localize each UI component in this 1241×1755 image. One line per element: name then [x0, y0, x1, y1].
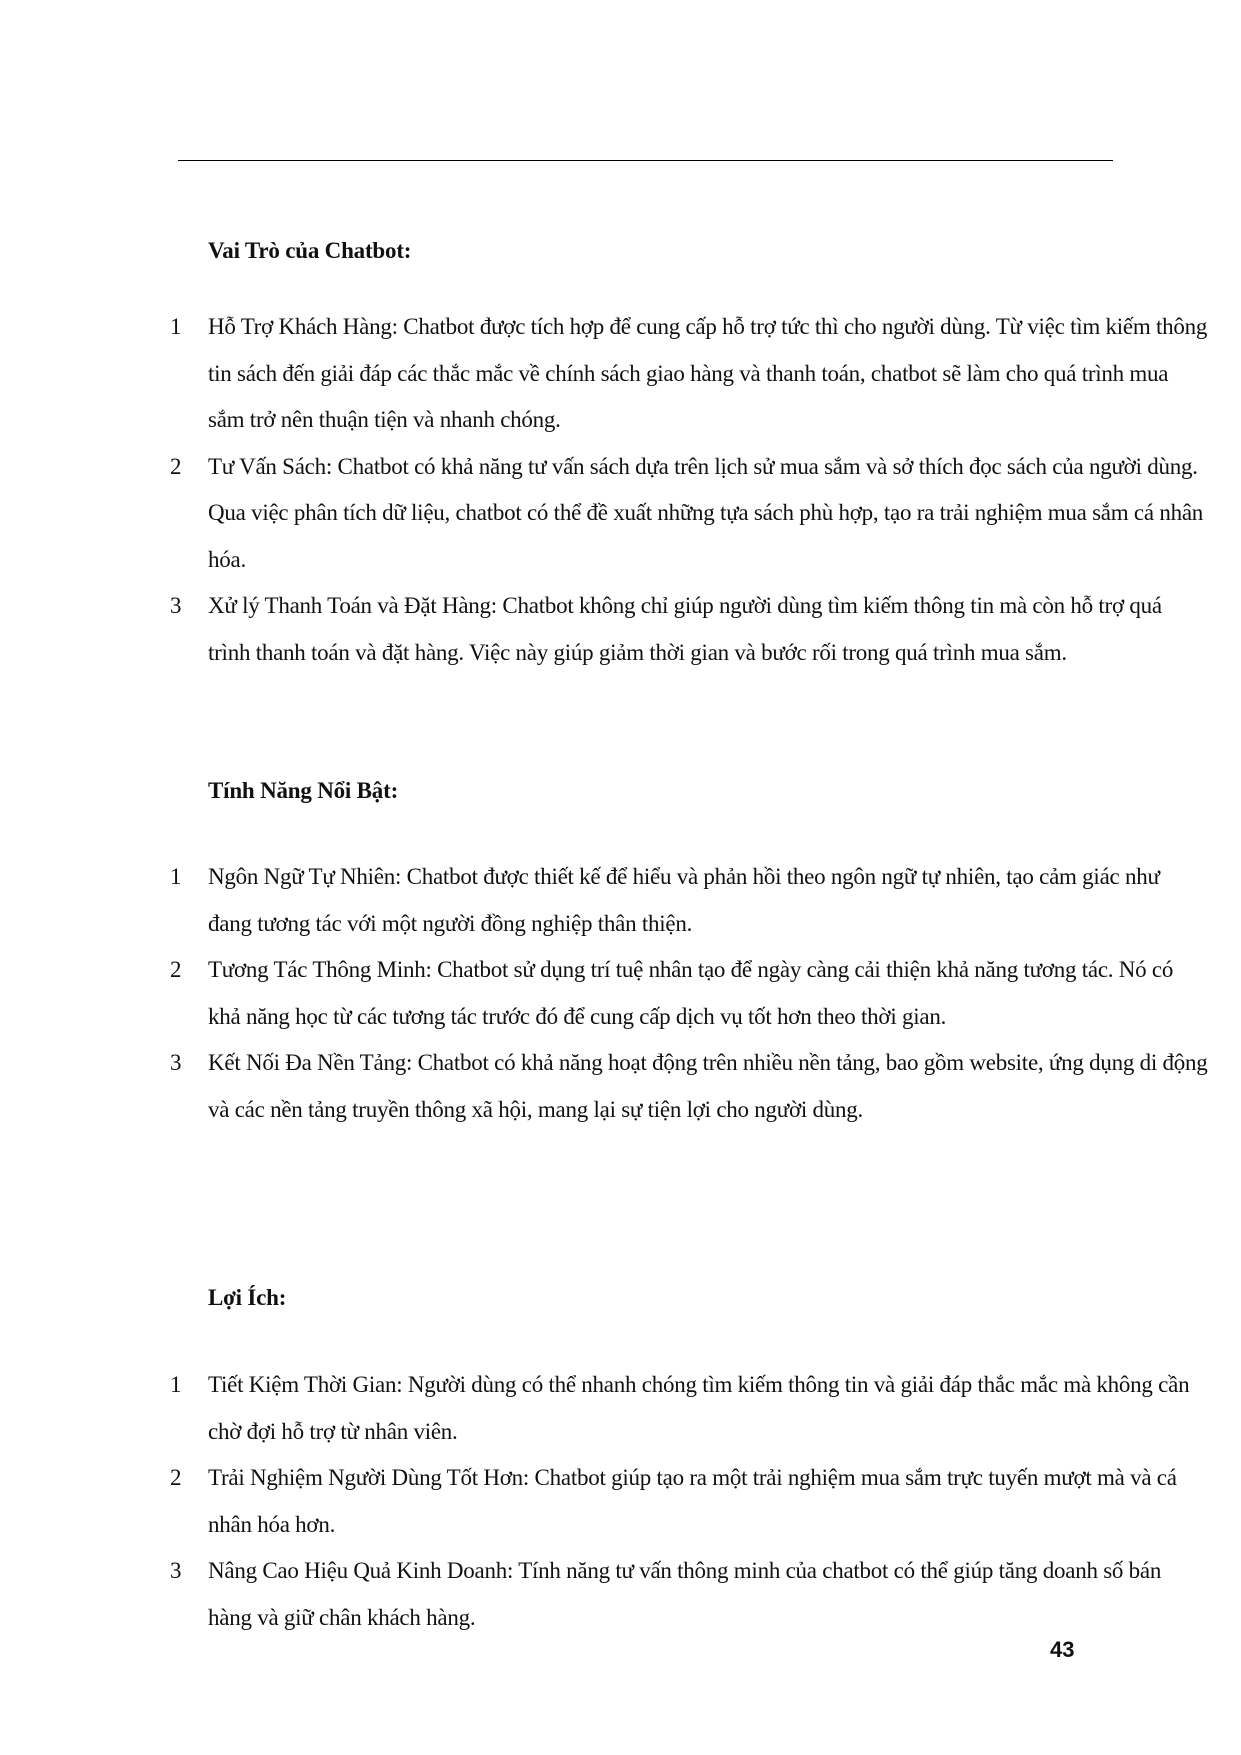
list-number: 1: [170, 314, 182, 339]
role-list: [170, 304, 1208, 676]
section-heading-features: Tính Năng Nổi Bật:: [208, 778, 399, 803]
list-item: [170, 1362, 1208, 1455]
list-item: [170, 854, 1208, 947]
list-number: 2: [170, 453, 182, 479]
list-text: Trải Nghiệm Người Dùng Tốt Hơn: Chatbot giúp tạo ra một trải nghiệm mua sắm trực tuyến mượt mà và cá nhân hóa hơn.: [208, 1465, 1177, 1537]
section-heading-benefits: Lợi Ích:: [208, 1285, 287, 1310]
list-text: Tư Vấn Sách: Chatbot có khả năng tư vấn sách dựa trên lịch sử mua sắm và sở thích đọc sách của người dùng. Qua việc phân tích dữ liệu, chatbot có thể đề xuất những tựa sách phù hợp, tạo ra trải nghiệm mua sắm cá nhân hóa.: [208, 453, 1204, 572]
list-number: 2: [170, 957, 182, 982]
list-item: [170, 1548, 1208, 1641]
list-text: Tương Tác Thông Minh: Chatbot sử dụng trí tuệ nhân tạo để ngày càng cải thiện khả năng tương tác. Nó có khả năng học từ các tương tác trước đó để cung cấp dịch vụ tốt hơn theo thời gian.: [208, 957, 1174, 1029]
list-item: [170, 1455, 1208, 1548]
list-number: 1: [170, 1372, 182, 1397]
list-item: [170, 583, 1208, 676]
list-text: Nâng Cao Hiệu Quả Kinh Doanh: Tính năng tư vấn thông minh của chatbot có thể giúp tăng doanh số bán hàng và giữ chân khách hàng.: [208, 1558, 1162, 1630]
list-item: [170, 444, 1208, 584]
list-item: [170, 947, 1208, 1040]
list-item: [170, 304, 1208, 444]
list-number: 3: [170, 1050, 182, 1075]
list-text: Kết Nối Đa Nền Tảng: Chatbot có khả năng hoạt động trên nhiều nền tảng, bao gồm website, ứng dụng di động và các nền tảng truyền thông xã hội, mang lại sự tiện lợi cho người dùng.: [208, 1050, 1208, 1122]
list-text: Xử lý Thanh Toán và Đặt Hàng: Chatbot không chỉ giúp người dùng tìm kiếm thông tin mà còn hỗ trợ quá trình thanh toán và đặt hàng. Việc này giúp giảm thời gian và bước rối trong quá trình mua sắm.: [208, 593, 1162, 665]
list-text: Tiết Kiệm Thời Gian: Người dùng có thể nhanh chóng tìm kiếm thông tin và giải đáp thắc mắc mà không cần chờ đợi hỗ trợ từ nhân viên.: [208, 1372, 1190, 1444]
benefits-list: [170, 1362, 1200, 1641]
features-list: [170, 854, 1208, 1133]
list-number: 2: [170, 1465, 182, 1490]
list-item: [170, 1040, 1208, 1133]
page-number: 43: [1050, 1637, 1075, 1662]
list-text: Ngôn Ngữ Tự Nhiên: Chatbot được thiết kế để hiểu và phản hồi theo ngôn ngữ tự nhiên, tạo cảm giác như đang tương tác với một người đồng nghiệp thân thiện.: [208, 864, 1160, 936]
list-number: 3: [170, 1558, 182, 1583]
header-rule: [178, 160, 1113, 161]
list-number: 1: [170, 864, 182, 889]
section-heading-role: Vai Trò của Chatbot:: [208, 238, 412, 263]
list-text: Hỗ Trợ Khách Hàng: Chatbot được tích hợp để cung cấp hỗ trợ tức thì cho người dùng. Từ việc tìm kiếm thông tin sách đến giải đáp các thắc mắc về chính sách giao hàng và thanh toán, chatbot sẽ làm cho quá trình mua sắm trở nên thuận tiện và nhanh chóng.: [208, 314, 1208, 432]
list-number: 3: [170, 593, 182, 618]
